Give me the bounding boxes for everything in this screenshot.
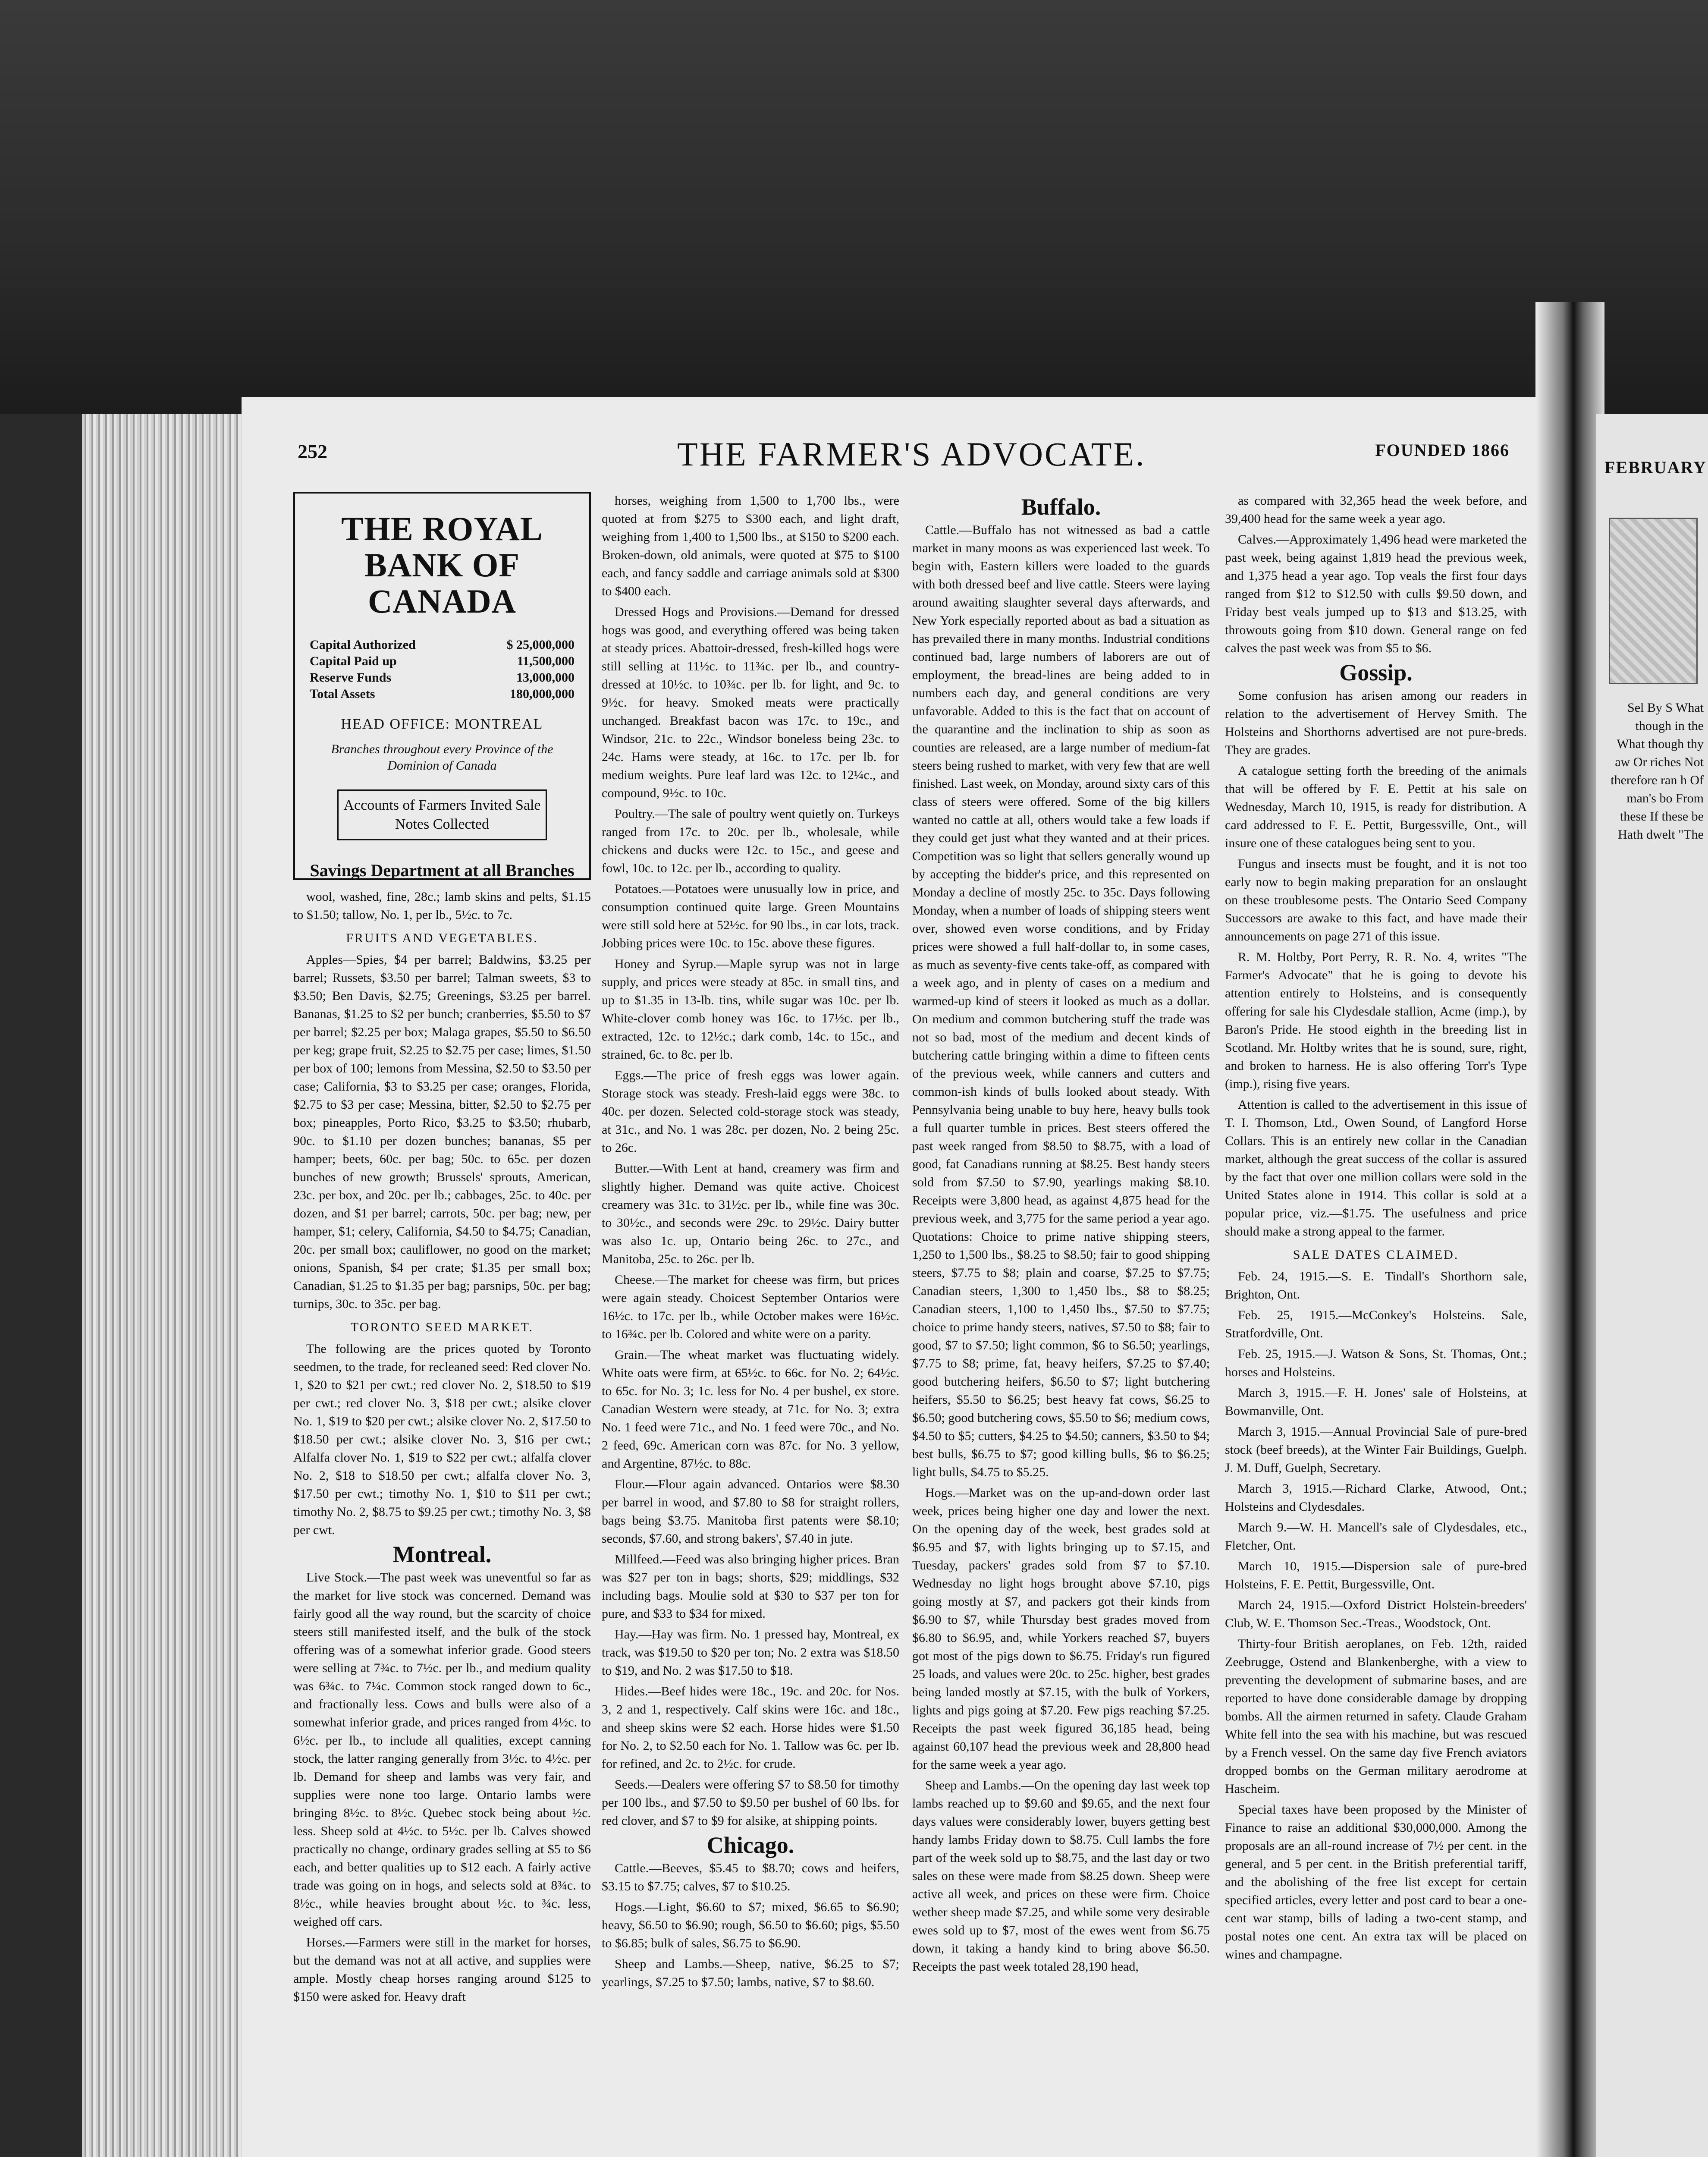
page-number: 252 [298, 440, 327, 462]
paragraph: Honey and Syrup.—Maple syrup was not in large supply, and prices were steady at 85c. in small tins, and up to $1.35 in 13-lb. tins, while sugar was 10c. per lb. White-clover comb honey was 16c. to 17½c. per lb., extracted, 12c. to 12½c.; dark comb, 14c. to 15c., and strained, 6c. to 8c. per lb. [602, 957, 899, 1062]
heading-montreal: Montreal. [392, 1541, 492, 1567]
subheading-fruits: FRUITS AND VEGETABLES. [346, 931, 538, 945]
figure-row [310, 653, 575, 670]
figure-row [310, 637, 575, 653]
paragraph: Feb. 25, 1915.—J. Watson & Sons, St. Thomas, Ont.; horses and Holsteins. [1225, 1347, 1527, 1379]
newspaper-page [242, 397, 1553, 2157]
paragraph: Potatoes.—Potatoes were unusually low in price, and consumption continued quite large. Green Mountains were still sold here at 52½c. for 90 lbs., in car lots, track. Jobbing prices were 10c. to 15c. above these figures. [602, 882, 899, 950]
facing-page-text: Sel By S What though in the What though thy aw Or riches Not therefore ran h Of man's bo From these If these be Hath dwelt "The [1611, 701, 1704, 842]
paragraph: March 10, 1915.—Dispersion sale of pure-bred Holsteins, F. E. Pettit, Burgessville, Ont. [1225, 1559, 1527, 1591]
paragraph: Some confusion has arisen among our readers in relation to the advertisement of Hervey Smith. The Holsteins and Shorthorns advertised are not pure-breds. They are grades. [1225, 689, 1527, 757]
paragraph: Poultry.—The sale of poultry went quietly on. Turkeys ranged from 17c. to 20c. per lb., wholesale, while chickens and ducks were 12c. to 15c., and geese and fowl, 10c. to 12c. per lb., according to quality. [602, 807, 899, 875]
paragraph: Butter.—With Lent at hand, creamery was firm and slightly higher. Demand was quite active. Choicest creamery was 31c. to 31½c. per lb., while fine was 30c. to 30½c., and seconds were 29c. to 29½c. Dairy butter was also 1c. up, Ontario being 26c. to 27c., and Manitoba, 25c. to 26c. per lb. [602, 1161, 899, 1266]
running-head [298, 435, 1510, 479]
paragraph: as compared with 32,365 head the week before, and 39,400 head for the same week a year ago. [1225, 494, 1527, 526]
paragraph: Feb. 24, 1915.—S. E. Tindall's Shorthorn sale, Brighton, Ont. [1225, 1269, 1527, 1302]
paragraph: Feb. 25, 1915.—McConkey's Holsteins. Sale, Stratfordville, Ont. [1225, 1308, 1527, 1340]
heading-gossip: Gossip. [1339, 660, 1413, 685]
figure-label: Capital Paid up [310, 654, 397, 668]
column-1 [293, 492, 591, 2009]
scanner-background-top [0, 0, 1708, 414]
paragraph: March 3, 1915.—F. H. Jones' sale of Holsteins, at Bowmanville, Ont. [1225, 1386, 1527, 1418]
paragraph: March 3, 1915.—Richard Clarke, Atwood, Ont.; Holsteins and Clydesdales. [1225, 1481, 1527, 1514]
book-gutter [1535, 302, 1604, 2157]
paragraph: Hides.—Beef hides were 18c., 19c. and 20c. for Nos. 3, 2 and 1, respectively. Calf skins were 16c. and 18c., and sheep skins were $2 each. Horse hides were $1.50 for No. 2, to $2.50 each for No. 1. Tallow was 6c. per lb. for refined, and 2c. to 2½c. for crude. [602, 1684, 899, 1771]
figure-row [310, 686, 575, 702]
paragraph: Special taxes have been proposed by the Minister of Finance to raise an additional $30,000,000. Among the proposals are an all-round increase of 7½ per cent. in the general, and 5 per cent. in the British preferential tariff, and the abolishing of the free list except for certain specified articles, every letter and post card to bear a one-cent war stamp, bills of lading a two-cent stamp, and postal notes one cent. An extra tax will be placed on wines and champagne. [1225, 1802, 1527, 1962]
column-4 [1225, 492, 1527, 1966]
page-edges [82, 414, 250, 2157]
bank-name: THE ROYAL BANK OF CANADA [341, 510, 543, 620]
paragraph: Eggs.—The price of fresh eggs was lower again. Storage stock was steady. Fresh-laid eggs were 38c. to 40c. per dozen. Selected cold-storage stock was steady, at 31c., and No. 1 was 28c. per dozen, No. 2 being 25c. to 26c. [602, 1068, 899, 1155]
paragraph: Hogs.—Light, $6.60 to $7; mixed, $6.65 to $6.90; heavy, $6.50 to $6.90; rough, $6.50 to $6.60; pigs, $5.50 to $6.85; bulk of sales, $6.75 to $6.90. [602, 1900, 899, 1950]
paragraph: Sheep and Lambs.—On the opening day last week top lambs reached up to $9.60 and $9.65, and the next four days values were considerably lower, buyers getting best handy lambs Friday down to $8.75. Cull lambs the fore part of the week sold up to $8.75, and the last day or two sales on these were made from $8.25 down. Sheep were active all week, and prices on these were firm. Choice wether sheep made $7.25, and while some very desirable ewes sold up to $7, most of the ewes went from $6.75 down, it taking a handy kind to bring above $6.50. Receipts the past week totaled 28,190 head, [912, 1778, 1210, 1974]
paragraph: Dressed Hogs and Provisions.—Demand for dressed hogs was good, and everything offered was being taken at steady prices. Abattoir-dressed, fresh-killed hogs were still selling at 11½c. to 11¾c. per lb., and country-dressed at 10½c. to 10¾c. per lb. for light, and 9c. to 9½c. for heavy. Smoked meats were practically unchanged. Breakfast bacon was 17c. to 19c., and Windsor, 21c. to 22c., Windsor boneless being 23c. to 24c. Hams were steady, at 16c. to 17c. per lb. for medium weights. Pure leaf lard was 12c. to 12¼c., and compound, 9½c. to 10c. [602, 605, 899, 800]
paragraph: Apples—Spies, $4 per barrel; Baldwins, $3.25 per barrel; Russets, $3.50 per barrel; Talman sweets, $3 to $3.50; Ben Davis, $2.75; Greenings, $3.25 per barrel. Bananas, $1.25 to $2 per bunch; cranberries, $5.50 to $7 per barrel; $2.25 per box; Malaga grapes, $5.50 to $6.50 per keg; grape fruit, $2.25 to $2.75 per case; limes, $1.50 per box of 100; lemons from Messina, $2.50 to $3.50 per case; California, $3 to $3.25 per case; oranges, Florida, $2.75 to $3 per case; Messina, bitter, $2.50 to $2.75 per box; pineapples, Porto Rico, $3.25 to $3.50; rhubarb, 90c. to $1.10 per dozen bunches; bananas, $5 per hamper; beets, 60c. per bag; 50c. to 65c. per dozen bunches of new growth; Brussels' sprouts, American, 23c. per box, and 20c. per lb.; cabbages, 25c. to 40c. per dozen, and $1 per barrel; carrots, 50c. per bag; new, per hamper, $1; celery, California, $4.50 to $4.75; Canadian, 20c. per small box; cauliflower, no good on the market; onions, Spanish, $4 per crate; $1.35 per small box; Canadian, $1.25 to $1.35 per bag; parsnips, 50c. per bag; turnips, 30c. to 35c. per bag. [293, 953, 591, 1311]
figure-value: 11,500,000 [517, 654, 575, 668]
paragraph: Live Stock.—The past week was uneventful so far as the market for live stock was concerned. Demand was fairly good all the way round, but the scarcity of choice steers still manifested itself, and the bulk of the stock offering was of a somewhat inferior grade. Good steers were selling at 7¾c. to 7½c. per lb., and medium quality was 6¾c. to 7¼c. Common stock ranged down to 6c., and fractionally less. Cows and bulls were also of a somewhat inferior grade, and prices ranged from 4½c. to 6½c. per lb., to include all qualities, except canning stock, the latter ranging generally from 3½c. to 4½c. per lb. Demand for sheep and lambs was very fair, and supplies were none too large. Ontario lambs were bringing 8½c. to 8½c. Quebec stock being about ½c. less. Sheep sold at 4½c. to 5½c. per lb. Calves showed practically no change, ordinary grades selling at $5 to $6 each, and better qualities up to $12 each. A fairly active trade was going on in hogs, and selects sold at 8¾c. to 8½c., while heavies brought about ½c. to ¾c. less, weighed off cars. [293, 1570, 591, 1929]
paragraph: Cattle.—Beeves, $5.45 to $8.70; cows and heifers, $3.15 to $7.75; calves, $7 to $10.25. [602, 1861, 899, 1893]
paragraph: A catalogue setting forth the breeding of the animals that will be offered by F. E. Pettit at his sale on Wednesday, March 10, 1915, is ready for distribution. A card addressed to F. E. Pettit, Burgessville, Ont., will insure one of these catalogues being sent to you. [1225, 764, 1527, 850]
paragraph: Hay.—Hay was firm. No. 1 pressed hay, Montreal, ex track, was $19.50 to $20 per ton; No. 2 extra was $18.50 to $19, and No. 2 was $17.50 to $18. [602, 1627, 899, 1678]
figure-label: Reserve Funds [310, 670, 392, 685]
paragraph: Thirty-four British aeroplanes, on Feb. 12th, raided Zeebrugge, Ostend and Blankenberghe, with a view to preventing the development of submarine bases, and are reported to have done considerable damage by dropping bombs. All the airmen returned in safety. Claude Graham White fell into the sea with his machine, but was rescued by a French vessel. On the same day five French aviators dropped bombs on the German military aerodrome at Hascheim. [1225, 1637, 1527, 1796]
paragraph: Millfeed.—Feed was also bringing higher prices. Bran was $27 per ton in bags; shorts, $29; middlings, $32 including bags. Moulie sold at $30 to $37 per ton for pure, and $33 to $34 for mixed. [602, 1552, 899, 1621]
column-3 [912, 492, 1210, 1978]
bank-advertisement [293, 492, 591, 880]
paragraph: Calves.—Approximately 1,496 head were marketed the past week, being against 1,819 head the previous week, and 1,375 head a year ago. Top veals the first four days ranged from $12 to $12.50 with culls $9.50 down, and Friday best veals jumped up to $13 and $13.25, with throwouts going from $10 down. General range on fed calves the past week was from $5 to $6. [1225, 532, 1527, 655]
subheading-sale-dates: SALE DATES CLAIMED. [1293, 1248, 1459, 1262]
journal-title: THE FARMER'S ADVOCATE. [677, 435, 1146, 473]
paragraph: Attention is called to the advertisement in this issue of T. I. Thomson, Ltd., Owen Sound, of Langford Horse Collars. This is an entirely new collar in the Canadian market, although the great success of the collar is assured by the fact that over one million collars were sold in the United States alone in 1914. This collar is sold at a popular price, viz.—$1.75. The usefulness and price should make a strong appeal to the farmer. [1225, 1097, 1527, 1239]
paragraph: R. M. Holtby, Port Perry, R. R. No. 4, writes "The Farmer's Advocate" that he is going to devote his attention entirely to Holsteins, and is consequently offering for sale his Clydesdale stallion, Acme (imp.), by Baron's Pride. He stood eighth in the breeding list in Scotland. Mr. Holtby writes that he is sound, sure, right, and broken to harness. He is also offering Torr's Type (imp.), rising five years. [1225, 950, 1527, 1091]
accounts-box: Accounts of Farmers Invited Sale Notes Collected [337, 789, 547, 840]
figure-row [310, 670, 575, 686]
paragraph: Hogs.—Market was on the up-and-down order last week, prices being higher one day and lower the next. On the opening day of the week, best grades sold at $6.95 and $7, with lights bringing up to $7.15, and Tuesday, packers' grades sold from $7 to $7.10. Wednesday no light hogs brought above $7.10, pigs going mostly at $7, and packers got their kinds from $6.90 to $7, while Thursday best grades moved from $6.80 to $6.95, and, while Yorkers reached $7, buyers got most of the pigs down to $6.75. Friday's run figured 25 loads, and values were 20c. to 25c. higher, best grades being landed mostly at $7.15, with the bulk of Yorkers, lights and pigs going at $7.20. Few pigs reaching $7.25. Receipts the past week figured 36,185 head, being against 60,107 head the previous week and 28,800 head for the same week a year ago. [912, 1486, 1210, 1772]
founded-line: FOUNDED 1866 [1375, 440, 1510, 460]
figure-value: 13,000,000 [516, 670, 575, 685]
figure-label: Capital Authorized [310, 638, 416, 652]
paragraph: Cattle.—Buffalo has not witnessed as bad a cattle market in many moons as was experienced last week. To begin with, Eastern killers were loaded to the guards with both dressed beef and live cattle. Steers were laying around awaiting slaughter several days afterwards, and New York especially reported about as bad a situation as has prevailed there in many months. Industrial conditions continued bad, large numbers of laborers are out of employment, the bread-lines are being added to in numbers each day, and general conditions are very unfavorable. Added to this is the fact that on account of the quarantine and the inclination to ship as soon as counties are released, are a large number of medium-fat steers being rushed to market, with very few that are well finished. Last week, on Monday, around sixty cars of this class of steers were offered. Some of the big killers wanted no cattle at all, others would take a few loads if they could get just what they wanted and at their prices. Competition was so light that sellers generally wound up by accepting the bidder's price, and this represented on Monday a decline of mostly 25c. to 35c. Days following Monday, when a number of loads of shipping steers went over, showed even worse conditions, and by Friday prices were showed a full half-dollar to, in some cases, as much as seventy-five cents take-off, as compared with a week ago, and in plenty of cases on a medium and warmed-up kind of steers it looked as much as a dollar. On medium and common butchering stuff the trade was not so bad, most of the medium and decent kinds of butchering cattle bringing within a dime to fifteen cents of the previous week, while canners and cutters and common-ish kinds of bulls looked about steady. With Pennsylvania being unable to buy here, heavy bulls took a full quarter tumble in prices. Best steers offered the past week ranged from $8.50 to $8.75, with a load of good, fat Canadians running at $8.25. Best handy steers sold from $7.50 to $7.90, yearlings making $8.10. Receipts were 3,800 head, as against 4,875 head for the previous week, and 3,775 for the same period a year ago. Quotations: Choice to prime native shipping steers, 1,250 to 1,500 lbs., $8.25 to $8.50; fair to good shipping steers, $7.75 to $8; plain and coarse, $7.25 to $7.75; Canadian steers, 1,300 to 1,450 lbs., $8 to $8.25; Canadian steers, 1,100 to 1,450 lbs., $7.50 to $7.75; choice to prime handy steers, natives, $7.50 to $8; fair to good, $7 to $7.50; light common, $6 to $6.50; yearlings, $7.75 to $8; prime, fat, heavy heifers, $7.25 to $7.40; good butchering heifers, $6.50 to $7; light butchering heifers, $5.50 to $6.25; best heavy fat cows, $6.25 to $6.50; good butchering cows, $5.50 to $6; medium cows, $4.50 to $5; cutters, $4.25 to $4.50; canners, $3.50 to $4; best bulls, $6.75 to $7; good killing bulls, $6 to $6.25; light bulls, $4.75 to $5.25. [912, 523, 1210, 1479]
branches-note: Branches throughout every Province of the Dominion of Canada [331, 742, 553, 773]
paragraph: Horses.—Farmers were still in the market for horses, but the demand was not at all active, and supplies were ample. Mostly cheap horses ranging around $125 to $150 were asked for. Heavy draft [293, 1935, 591, 2004]
paragraph: Cheese.—The market for cheese was firm, but prices were again steady. Choicest September Ontarios were 16½c. to 17c. per lb., while October makes were 16½c. to 16¾c. per lb. Colored and white were on a parity. [602, 1273, 899, 1341]
facing-page-fragment [1596, 414, 1708, 2157]
savings-line: Savings Department at all Branches [310, 861, 575, 880]
figure-value: $ 25,000,000 [506, 638, 575, 652]
illustration-fragment [1609, 518, 1698, 684]
paragraph: horses, weighing from 1,500 to 1,700 lbs., were quoted at from $275 to $300 each, and light draft, weighing from 1,400 to 1,500 lbs., at $150 to $200 each. Broken-down, old animals, were quoted at $75 to $100 each, and fancy saddle and carriage animals sold at $300 to $400 each. [602, 494, 899, 598]
paragraph: Flour.—Flour again advanced. Ontarios were $8.30 per barrel in wood, and $7.80 to $8 for straight rollers, bags being $3.75. Manitoba first patents were $8.10; seconds, $7.60, and strong bakers', $7.40 in jute. [602, 1477, 899, 1546]
facing-page-header: FEBRUARY [1604, 458, 1707, 477]
heading-buffalo: Buffalo. [1021, 494, 1101, 520]
paragraph: Seeds.—Dealers were offering $7 to $8.50 for timothy per 100 lbs., and $7.50 to $9.50 per bushel of 60 lbs. for red clover, and $7 to $9 for alsike, at shipping points. [602, 1777, 899, 1828]
paragraph: March 9.—W. H. Mancell's sale of Clydesdales, etc., Fletcher, Ont. [1225, 1520, 1527, 1553]
paragraph: Fungus and insects must be fought, and it is not too early now to begin making preparation for an onslaught on these troublesome pests. The Ontario Seed Company Successors are awake to this fact, and have made their announcements on page 271 of this issue. [1225, 857, 1527, 943]
figure-value: 180,000,000 [510, 687, 575, 701]
heading-chicago: Chicago. [706, 1832, 794, 1858]
bank-figures [310, 637, 575, 702]
column-2 [602, 492, 899, 1994]
paragraph: Grain.—The wheat market was fluctuating widely. White oats were firm, at 65½c. to 66c. for No. 2; 64½c. to 65c. for No. 3; 1c. less for No. 4 per bushel, ex store. Canadian Western were steady, at 71c. for No. 3; extra No. 1 feed were 71c., and No. 1 feed were 70c., and No. 2 feed, 69c. American corn was 87c. for No. 3 yellow, and Argentine, 87½c. to 88c. [602, 1348, 899, 1471]
paragraph: March 24, 1915.—Oxford District Holstein-breeders' Club, W. E. Thomson Sec.-Treas., Woodstock, Ont. [1225, 1598, 1527, 1630]
figure-label: Total Assets [310, 687, 375, 701]
paragraph: The following are the prices quoted by Toronto seedmen, to the trade, for recleaned seed: Red clover No. 1, $20 to $21 per cwt.; red clover No. 2, $18.50 to $19 per cwt.; red clover No. 3, $18 per cwt.; alsike clover No. 1, $19 to $20 per cwt.; alsike clover No. 2, $17.50 to $18.50 per cwt.; alsike clover No. 3, $16 per cwt.; Alfalfa clover No. 1, $19 to $22 per cwt.; alfalfa clover No. 2, $18 to $18.50 per cwt.; alfalfa clover No. 3, $17.50 per cwt.; timothy No. 1, $10 to $11 per cwt.; timothy No. 2, $8.75 to $9.25 per cwt.; timothy No. 3, $8 per cwt. [293, 1342, 591, 1537]
paragraph: March 3, 1915.—Annual Provincial Sale of pure-bred stock (beef breeds), at the Winter Fair Buildings, Guelph. J. M. Duff, Guelph, Secretary. [1225, 1424, 1527, 1475]
head-office: HEAD OFFICE: MONTREAL [341, 716, 543, 732]
paragraph: wool, washed, fine, 28c.; lamb skins and pelts, $1.15 to $1.50; tallow, No. 1, per lb., 5½c. to 7c. [293, 890, 591, 922]
subheading-seed-market: TORONTO SEED MARKET. [350, 1320, 534, 1334]
paragraph: Sheep and Lambs.—Sheep, native, $6.25 to $7; yearlings, $7.25 to $7.50; lambs, native, $7 to $8.60. [602, 1957, 899, 1989]
